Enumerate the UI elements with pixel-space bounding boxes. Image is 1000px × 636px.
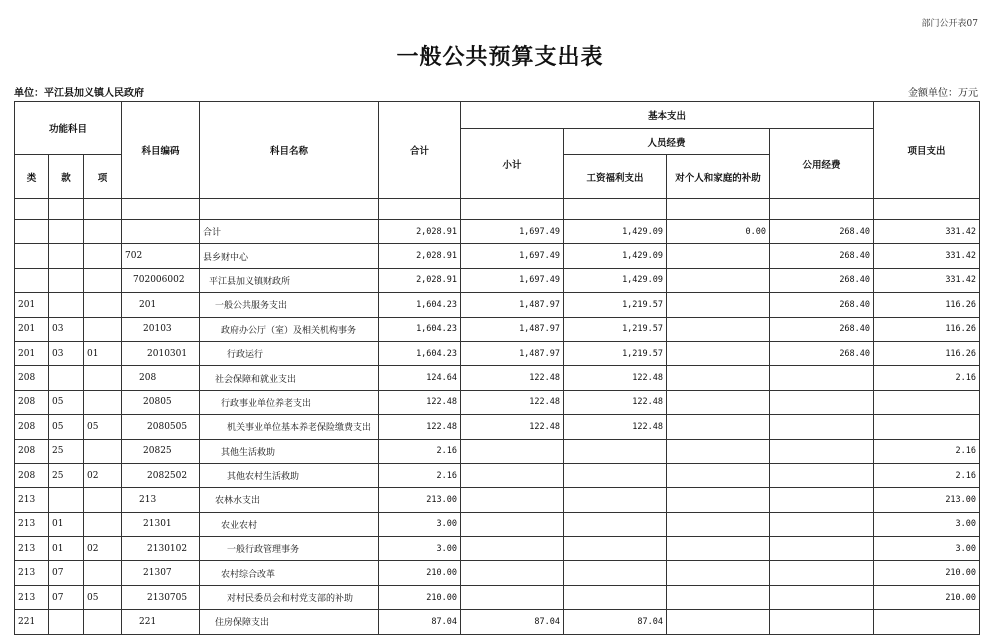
cell-total: 2,028.91 — [379, 268, 461, 292]
table-row — [15, 512, 980, 536]
cell-kuan — [49, 268, 84, 292]
cell-wages: 1,429.09 — [564, 268, 667, 292]
header-wages: 工资福利支出 — [564, 155, 667, 199]
cell-subject-name: 一般行政管理事务 — [200, 537, 379, 561]
cell-public-funds: 268.40 — [770, 341, 874, 365]
cell-public-funds: 268.40 — [770, 220, 874, 244]
cell-subtotal: 1,487.97 — [461, 317, 564, 341]
cell-family-subsidy — [667, 366, 770, 390]
cell-subject-name: 其他农村生活救助 — [200, 463, 379, 487]
cell-subtotal — [461, 537, 564, 561]
cell-public-funds: 268.40 — [770, 293, 874, 317]
cell-family-subsidy — [667, 561, 770, 585]
cell-project: 331.42 — [874, 220, 980, 244]
cell-subject-name: 农林水支出 — [200, 488, 379, 512]
budget-table — [14, 101, 980, 635]
cell-total: 122.48 — [379, 415, 461, 439]
cell-lei: 208 — [15, 366, 49, 390]
cell-lei: 213 — [15, 537, 49, 561]
cell-family-subsidy — [667, 585, 770, 609]
table-row — [15, 488, 980, 512]
cell-subject-name: 其他生活救助 — [200, 439, 379, 463]
cell-xiang — [84, 220, 122, 244]
cell-xiang: 01 — [84, 341, 122, 365]
cell-subject-name: 住房保障支出 — [200, 610, 379, 634]
cell-xiang: 02 — [84, 463, 122, 487]
header-kuan: 款 — [49, 155, 84, 199]
header-personnel: 人员经费 — [564, 129, 770, 155]
cell-total: 87.04 — [379, 610, 461, 634]
cell-subtotal: 1,487.97 — [461, 341, 564, 365]
cell-public-funds — [770, 366, 874, 390]
cell-project: 2.16 — [874, 366, 980, 390]
table-body — [15, 199, 980, 635]
cell-wages — [564, 463, 667, 487]
table-row — [15, 366, 980, 390]
cell-public-funds — [770, 610, 874, 634]
cell-subject-name: 平江县加义镇财政所 — [200, 268, 379, 292]
cell-subject-code: 20805 — [122, 390, 200, 414]
cell-total: 2.16 — [379, 463, 461, 487]
unit-label: 单位：平江县加义镇人民政府 — [14, 88, 144, 99]
cell-wages: 1,219.57 — [564, 293, 667, 317]
cell-project: 2.16 — [874, 439, 980, 463]
cell-subject-name: 机关事业单位基本养老保险缴费支出 — [200, 415, 379, 439]
cell-subject-code: 2130705 — [122, 585, 200, 609]
cell-project — [874, 390, 980, 414]
cell-xiang — [84, 512, 122, 536]
cell-project: 116.26 — [874, 341, 980, 365]
cell-subject-code: 201 — [122, 293, 200, 317]
cell-kuan: 03 — [49, 341, 84, 365]
table-row — [15, 537, 980, 561]
table-row — [15, 415, 980, 439]
cell-total: 122.48 — [379, 390, 461, 414]
cell-lei: 213 — [15, 585, 49, 609]
cell-xiang — [84, 439, 122, 463]
cell-public-funds — [770, 561, 874, 585]
header-public-funds: 公用经费 — [770, 129, 874, 199]
cell-public-funds — [770, 512, 874, 536]
table-row — [15, 439, 980, 463]
cell-subtotal: 1,697.49 — [461, 220, 564, 244]
cell-lei: 213 — [15, 561, 49, 585]
amount-unit-label: 金额单位：万元 — [908, 88, 978, 99]
header-func-subject: 功能科目 — [15, 102, 122, 155]
header-total: 合计 — [379, 102, 461, 199]
cell-xiang — [84, 244, 122, 268]
cell-project: 210.00 — [874, 561, 980, 585]
cell-family-subsidy — [667, 439, 770, 463]
cell-subtotal: 122.48 — [461, 390, 564, 414]
cell-subject-name: 县乡财中心 — [200, 244, 379, 268]
cell-subject-code: 20103 — [122, 317, 200, 341]
cell-total: 1,604.23 — [379, 317, 461, 341]
cell-kuan: 25 — [49, 439, 84, 463]
cell-public-funds: 268.40 — [770, 317, 874, 341]
cell-subtotal: 1,487.97 — [461, 293, 564, 317]
table-row — [15, 268, 980, 292]
cell-family-subsidy — [667, 610, 770, 634]
cell-lei: 201 — [15, 317, 49, 341]
cell-xiang: 05 — [84, 585, 122, 609]
header-lei: 类 — [15, 155, 49, 199]
table-header — [15, 102, 980, 199]
cell-subject-code: 2080505 — [122, 415, 200, 439]
cell-wages: 122.48 — [564, 415, 667, 439]
cell-subtotal: 87.04 — [461, 610, 564, 634]
cell-kuan: 01 — [49, 537, 84, 561]
cell-lei: 201 — [15, 341, 49, 365]
cell-lei: 221 — [15, 610, 49, 634]
cell-project: 2.16 — [874, 463, 980, 487]
cell-kuan: 05 — [49, 415, 84, 439]
cell-xiang — [84, 610, 122, 634]
cell-subtotal — [461, 561, 564, 585]
cell-kuan — [49, 366, 84, 390]
cell-public-funds — [770, 415, 874, 439]
cell-public-funds — [770, 390, 874, 414]
cell-wages — [564, 512, 667, 536]
header-basic-expenditure: 基本支出 — [461, 102, 874, 129]
cell-total: 1,604.23 — [379, 341, 461, 365]
cell-kuan: 01 — [49, 512, 84, 536]
table-row — [15, 293, 980, 317]
cell-wages: 1,429.09 — [564, 220, 667, 244]
cell-wages: 87.04 — [564, 610, 667, 634]
cell-subtotal: 122.48 — [461, 366, 564, 390]
cell-subject-name: 行政运行 — [200, 341, 379, 365]
cell-wages: 1,219.57 — [564, 341, 667, 365]
cell-family-subsidy — [667, 317, 770, 341]
cell-subject-code: 213 — [122, 488, 200, 512]
header-xiang: 项 — [84, 155, 122, 199]
cell-xiang: 05 — [84, 415, 122, 439]
cell-total: 210.00 — [379, 561, 461, 585]
cell-project: 3.00 — [874, 512, 980, 536]
cell-subject-name: 对村民委员会和村党支部的补助 — [200, 585, 379, 609]
cell-subject-code — [122, 220, 200, 244]
cell-subject-name: 农业农村 — [200, 512, 379, 536]
cell-subtotal — [461, 488, 564, 512]
cell-wages — [564, 488, 667, 512]
cell-lei: 208 — [15, 390, 49, 414]
cell-xiang — [84, 488, 122, 512]
cell-subject-code: 208 — [122, 366, 200, 390]
cell-subject-name: 政府办公厅（室）及相关机构事务 — [200, 317, 379, 341]
table-row — [15, 244, 980, 268]
cell-subtotal — [461, 439, 564, 463]
cell-family-subsidy — [667, 268, 770, 292]
blank-row — [15, 199, 980, 220]
cell-subtotal — [461, 585, 564, 609]
cell-kuan — [49, 244, 84, 268]
table-row — [15, 561, 980, 585]
cell-subject-code: 221 — [122, 610, 200, 634]
cell-project: 3.00 — [874, 537, 980, 561]
cell-kuan — [49, 220, 84, 244]
cell-subject-code: 20825 — [122, 439, 200, 463]
cell-subject-name: 合计 — [200, 220, 379, 244]
page-title: 一般公共预算支出表 — [396, 44, 604, 70]
cell-public-funds — [770, 585, 874, 609]
cell-family-subsidy — [667, 463, 770, 487]
cell-wages — [564, 585, 667, 609]
cell-wages: 122.48 — [564, 390, 667, 414]
cell-subtotal — [461, 512, 564, 536]
cell-subtotal: 1,697.49 — [461, 244, 564, 268]
cell-lei: 213 — [15, 488, 49, 512]
cell-subject-code: 21307 — [122, 561, 200, 585]
cell-public-funds — [770, 439, 874, 463]
cell-total: 1,604.23 — [379, 293, 461, 317]
cell-kuan: 25 — [49, 463, 84, 487]
table-row — [15, 220, 980, 244]
cell-project: 210.00 — [874, 585, 980, 609]
cell-kuan — [49, 293, 84, 317]
cell-xiang — [84, 317, 122, 341]
cell-subject-code: 702006002 — [122, 268, 200, 292]
table-row — [15, 390, 980, 414]
cell-family-subsidy — [667, 537, 770, 561]
cell-xiang — [84, 366, 122, 390]
cell-subject-code: 2082502 — [122, 463, 200, 487]
cell-wages: 122.48 — [564, 366, 667, 390]
cell-subject-code: 21301 — [122, 512, 200, 536]
cell-subtotal: 122.48 — [461, 415, 564, 439]
cell-total: 210.00 — [379, 585, 461, 609]
cell-family-subsidy — [667, 244, 770, 268]
table-row — [15, 610, 980, 634]
cell-total: 2.16 — [379, 439, 461, 463]
header-subject-code: 科目编码 — [122, 102, 200, 199]
cell-project — [874, 610, 980, 634]
cell-xiang — [84, 293, 122, 317]
cell-kuan: 07 — [49, 585, 84, 609]
cell-wages — [564, 439, 667, 463]
cell-kuan: 07 — [49, 561, 84, 585]
cell-project — [874, 415, 980, 439]
cell-xiang — [84, 268, 122, 292]
cell-total: 3.00 — [379, 512, 461, 536]
cell-public-funds: 268.40 — [770, 268, 874, 292]
cell-total: 213.00 — [379, 488, 461, 512]
cell-subject-code: 2010301 — [122, 341, 200, 365]
cell-family-subsidy — [667, 390, 770, 414]
cell-public-funds: 268.40 — [770, 244, 874, 268]
cell-total: 124.64 — [379, 366, 461, 390]
cell-lei — [15, 244, 49, 268]
cell-family-subsidy — [667, 415, 770, 439]
cell-total: 3.00 — [379, 537, 461, 561]
cell-xiang — [84, 561, 122, 585]
cell-subject-name: 一般公共服务支出 — [200, 293, 379, 317]
cell-xiang — [84, 390, 122, 414]
cell-total: 2,028.91 — [379, 220, 461, 244]
cell-project: 116.26 — [874, 293, 980, 317]
cell-project: 213.00 — [874, 488, 980, 512]
cell-family-subsidy — [667, 488, 770, 512]
cell-subject-name: 社会保障和就业支出 — [200, 366, 379, 390]
cell-subject-name: 行政事业单位养老支出 — [200, 390, 379, 414]
cell-subject-code: 2130102 — [122, 537, 200, 561]
cell-kuan — [49, 610, 84, 634]
cell-lei: 201 — [15, 293, 49, 317]
header-project-expenditure: 项目支出 — [874, 102, 980, 199]
cell-family-subsidy: 0.00 — [667, 220, 770, 244]
cell-public-funds — [770, 463, 874, 487]
cell-lei — [15, 268, 49, 292]
table-row — [15, 341, 980, 365]
cell-public-funds — [770, 488, 874, 512]
table-row — [15, 317, 980, 341]
cell-lei — [15, 220, 49, 244]
cell-family-subsidy — [667, 293, 770, 317]
header-subject-name: 科目名称 — [200, 102, 379, 199]
cell-wages — [564, 537, 667, 561]
cell-xiang: 02 — [84, 537, 122, 561]
cell-subtotal — [461, 463, 564, 487]
cell-wages: 1,219.57 — [564, 317, 667, 341]
cell-total: 2,028.91 — [379, 244, 461, 268]
header-family-subsidy: 对个人和家庭的补助 — [667, 155, 770, 199]
cell-public-funds — [770, 537, 874, 561]
cell-lei: 213 — [15, 512, 49, 536]
cell-kuan — [49, 488, 84, 512]
cell-subtotal: 1,697.49 — [461, 268, 564, 292]
cell-lei: 208 — [15, 463, 49, 487]
form-number: 部门公开表07 — [921, 19, 978, 29]
cell-kuan: 03 — [49, 317, 84, 341]
table-row — [15, 463, 980, 487]
cell-kuan: 05 — [49, 390, 84, 414]
cell-project: 331.42 — [874, 244, 980, 268]
cell-lei: 208 — [15, 415, 49, 439]
cell-family-subsidy — [667, 512, 770, 536]
cell-lei: 208 — [15, 439, 49, 463]
cell-family-subsidy — [667, 341, 770, 365]
cell-project: 331.42 — [874, 268, 980, 292]
cell-subject-name: 农村综合改革 — [200, 561, 379, 585]
cell-wages — [564, 561, 667, 585]
header-subtotal: 小计 — [461, 129, 564, 199]
cell-subject-code: 702 — [122, 244, 200, 268]
cell-project: 116.26 — [874, 317, 980, 341]
cell-wages: 1,429.09 — [564, 244, 667, 268]
table-row — [15, 585, 980, 609]
